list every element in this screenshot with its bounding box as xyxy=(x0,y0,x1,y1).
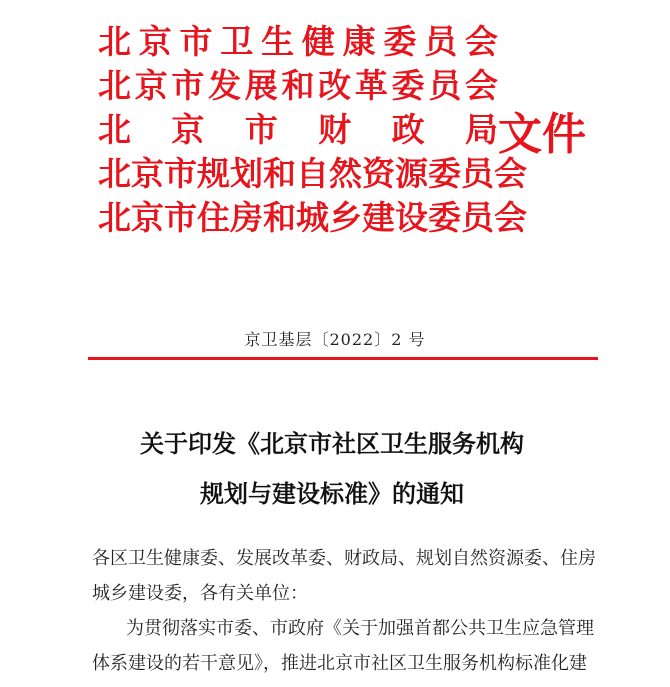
document-title-line-2: 规划与建设标准》的通知 xyxy=(200,479,464,508)
addressee-line-2: 城乡建设委，各有关单位： xyxy=(92,583,308,604)
issuer-health-commission: 北 京 市 卫 生 健 康 委 员 会 xyxy=(98,22,498,61)
addressee-line-1: 各区卫生健康委、发展改革委、财政局、规划自然资源委、住房 xyxy=(92,548,596,569)
document-number: 京卫基层〔2022〕2 号 xyxy=(244,330,426,349)
issuer-development-reform-commission: 北 京 市 发 展 和 改 革 委 员 会 xyxy=(98,66,498,105)
document-title-line-1: 关于印发《北京市社区卫生服务机构 xyxy=(140,429,524,458)
issuer-planning-natural-resources-commission: 北 京 市 规 划 和 自 然 资 源 委 员 会 xyxy=(98,154,527,193)
red-separator-line xyxy=(88,357,598,360)
document-type-label: 文件 xyxy=(498,109,586,160)
paragraph-line-1: 为贯彻落实市委、市政府《关于加强首都公共卫生应急管理 xyxy=(126,618,594,639)
issuer-finance-bureau: 北 京 市 财 政 局 xyxy=(98,110,498,149)
paragraph-line-2: 体系建设的若干意见》，推进北京市社区卫生服务机构标准化建 xyxy=(92,653,587,674)
issuer-housing-construction-commission: 北 京 市 住 房 和 城 乡 建 设 委 员 会 xyxy=(98,198,527,237)
issuing-agencies xyxy=(98,20,527,240)
